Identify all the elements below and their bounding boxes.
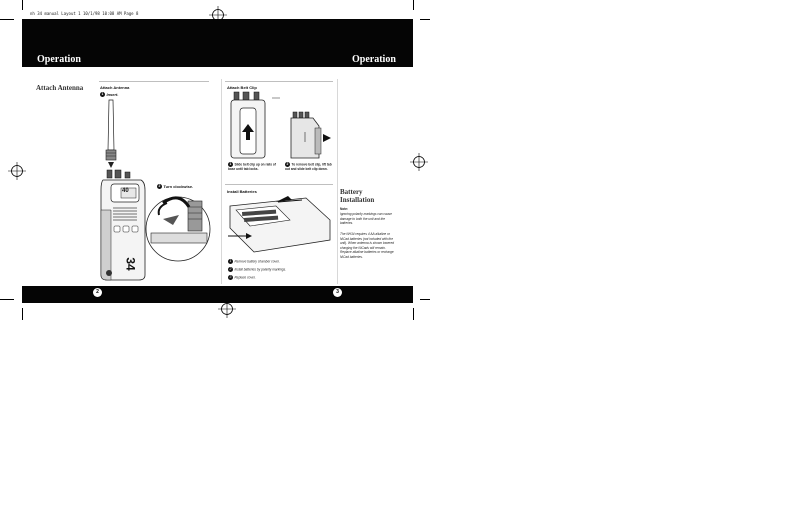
crop-mark bbox=[22, 0, 23, 10]
step-number: 2 bbox=[158, 184, 161, 189]
radio-channel-label: 40 bbox=[122, 188, 129, 194]
battery-chamber-illustration bbox=[226, 196, 336, 256]
footer-band bbox=[22, 286, 413, 303]
belt-clip-step-2-text: To remove belt clip, lift tab out and slide belt clip down. bbox=[285, 162, 332, 171]
install-batteries-panel-title: Install Batteries bbox=[227, 189, 257, 194]
belt-clip-step-1 bbox=[228, 162, 278, 172]
step-number: 2 bbox=[286, 162, 289, 166]
crop-mark bbox=[420, 299, 430, 300]
attach-antenna-panel-title: Attach Antenna bbox=[100, 85, 130, 90]
battery-note-label: Note: bbox=[340, 207, 349, 211]
belt-clip-side-illustration bbox=[287, 112, 335, 160]
radio-model-mark: 34 bbox=[123, 257, 138, 271]
antenna-step-2-text: Turn clockwise. bbox=[163, 184, 194, 189]
right-header-title: Operation bbox=[352, 54, 396, 65]
left-header-title: Operation bbox=[37, 54, 81, 65]
antenna-step-1-text: Insert. bbox=[106, 92, 119, 97]
crop-mark bbox=[413, 0, 414, 10]
belt-clip-step-2 bbox=[285, 162, 335, 172]
attach-antenna-heading: Attach Antenna bbox=[36, 84, 84, 92]
battery-step-1 bbox=[228, 259, 338, 264]
crop-mark bbox=[413, 308, 414, 320]
panel-rule bbox=[225, 81, 333, 82]
battery-installation-heading: Battery Installation bbox=[340, 188, 375, 204]
step-number: 2 bbox=[229, 267, 232, 271]
registration-mark-left bbox=[8, 162, 26, 180]
battery-step-1-text: Remove battery chamber cover. bbox=[234, 259, 280, 264]
battery-note-text: Ignoring polarity markings can cause damage to both the unit and the batteries. bbox=[340, 212, 392, 226]
crop-mark bbox=[0, 19, 14, 20]
crop-mark bbox=[420, 19, 430, 20]
step-number: 1 bbox=[229, 259, 232, 263]
panel-rule bbox=[99, 81, 209, 82]
antenna-turn-detail bbox=[143, 191, 213, 271]
left-page-number: 2 bbox=[93, 288, 102, 297]
panel-rule bbox=[225, 184, 333, 185]
print-slug-line: nh 34 manual Layout 1 10/1/98 10:08 AM Page 8 bbox=[30, 11, 139, 16]
battery-body-text: The NH34 requires 4 AA alkaline or NiCad batteries (not included with the unit). When antenna is shown lowered charging the NiCads will remain. Replace alkaline batteries or recharge NiCad batteries. bbox=[340, 232, 395, 259]
registration-mark-right bbox=[410, 153, 428, 171]
battery-step-3-text: Replace cover. bbox=[234, 275, 256, 280]
belt-clip-front-illustration bbox=[228, 92, 280, 158]
battery-step-3 bbox=[228, 275, 338, 280]
step-number: 1 bbox=[229, 162, 232, 166]
belt-clip-step-1-text: Slide belt clip up on rails of base until tab locks. bbox=[228, 162, 276, 171]
step-number: 3 bbox=[229, 275, 232, 279]
column-rule bbox=[221, 79, 222, 284]
column-rule bbox=[337, 79, 338, 284]
battery-step-2 bbox=[228, 267, 338, 272]
antenna-illustration bbox=[96, 100, 126, 170]
antenna-step-1 bbox=[100, 92, 119, 97]
battery-step-2-text: Install batteries by polarity markings. bbox=[234, 267, 287, 272]
antenna-step-2 bbox=[157, 184, 193, 189]
crop-mark bbox=[0, 299, 14, 300]
crop-mark bbox=[22, 308, 23, 320]
belt-clip-panel-title: Attach Belt Clip bbox=[227, 85, 257, 90]
step-number: 1 bbox=[101, 92, 104, 97]
right-page-number: 3 bbox=[333, 288, 342, 297]
